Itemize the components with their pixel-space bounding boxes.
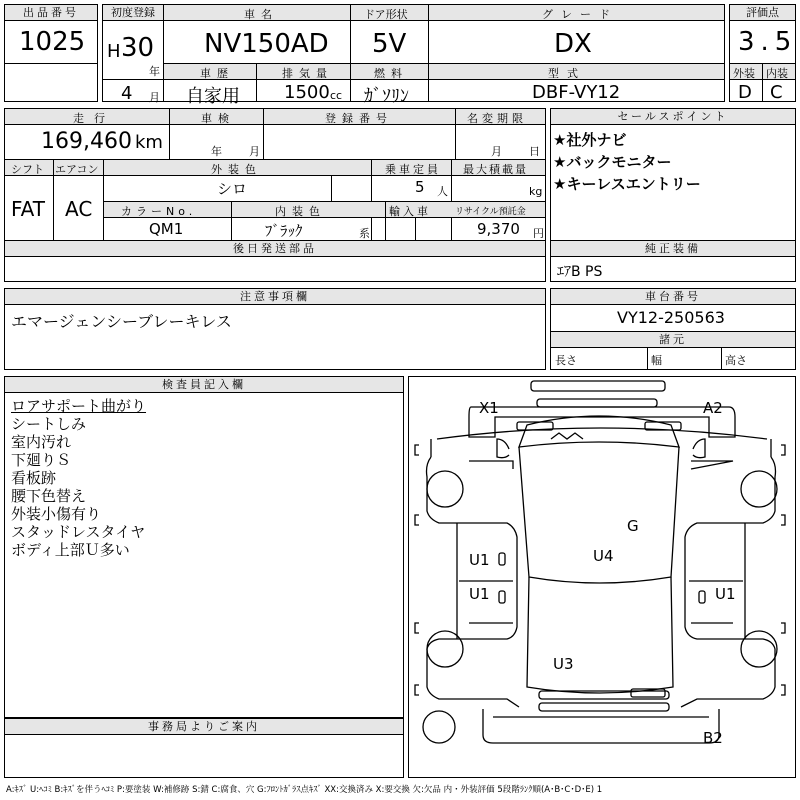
inspection-year-unit: 年 (211, 145, 222, 158)
inspection-label: 車検 (201, 112, 235, 125)
car-name-value: NV150AD (204, 29, 329, 59)
door-label: ドア形状 (364, 8, 408, 21)
name-change-month-unit: 月 (491, 145, 502, 158)
inspector-item: 外装小傷有り (11, 505, 102, 523)
int-color-unit: 系 (359, 227, 370, 240)
mileage-value: 169,460 (41, 129, 132, 154)
ext-score: D (738, 82, 752, 103)
shift-label: シフト (11, 163, 44, 176)
max-load-unit: kg (529, 185, 543, 198)
damage-mark: U1 (469, 585, 490, 603)
legend: A:ｷｽﾞ U:ﾍｺﾐ B:ｷｽﾞを伴うﾍｺﾐ P:要塗装 W:補修跡 S:錆 C:腐食、穴 G:ﾌﾛﾝﾄｶﾞﾗｽ点ｷｽﾞ XX:交換済み X:要交換 欠:欠品 内・外装評価 5段階ﾗﾝｸ順(A･B･C･D･E) 1 (6, 785, 603, 795)
first-reg-label: 初度登録 (103, 5, 163, 21)
shift-value: FAT (11, 197, 46, 221)
recycle-label: リサイクル預託金 (455, 207, 526, 217)
max-load-label: 最大積載量 (463, 163, 528, 176)
damage-mark: B2 (703, 729, 723, 747)
inspector-item: 室内汚れ (11, 433, 72, 451)
first-reg-box (102, 4, 164, 102)
specs-label: 諸元 (551, 332, 795, 348)
door-value: 5V (372, 29, 407, 59)
model-type-value: DBF-VY12 (532, 82, 621, 103)
notes-value: エマージェンシーブレーキレス (11, 312, 232, 331)
inspector-item: シートしみ (11, 415, 87, 433)
fuel-label: 燃料 (374, 67, 408, 80)
inspector-item: 看板跡 (11, 469, 57, 487)
inspector-item: ボディ上部Ｕ多い (11, 541, 130, 559)
car-damage-diagram (408, 376, 796, 778)
inspector-item: ロアサポート曲がり (11, 397, 147, 415)
model-type-label: 型式 (548, 67, 586, 80)
lot-label: 出品番号 (5, 5, 97, 21)
capacity-value: 5 (415, 178, 425, 196)
first-reg-month: 4 (121, 83, 133, 104)
sales-points-box (550, 108, 796, 241)
damage-mark: U4 (593, 547, 614, 565)
score-box (729, 4, 796, 102)
spec-box (4, 108, 546, 241)
sales-point-item: ★社外ナビ (553, 131, 627, 149)
int-label: 内装 (766, 67, 788, 80)
car-outline-drawing (409, 377, 795, 777)
genuine-value: ｴｱB PS (557, 264, 603, 280)
chassis-box (550, 288, 796, 370)
notes-box (4, 288, 546, 370)
inspector-label: 検査員記入欄 (5, 377, 403, 393)
lot-box (4, 4, 98, 102)
ext-color-value: シロ (217, 180, 248, 198)
int-color-value: ﾌﾞﾗｯｸ (265, 222, 303, 240)
inspector-item: スタッドレスタイヤ (11, 523, 146, 541)
notes-label: 注意事項欄 (5, 289, 545, 305)
import-label: 輸入車 (389, 205, 431, 218)
later-parts-label: 後日発送部品 (5, 241, 545, 257)
spec-length: 長さ (555, 354, 577, 367)
mileage-label: 走行 (73, 112, 115, 125)
color-no-label: カラーNo. (121, 205, 197, 218)
recycle-unit: 円 (533, 227, 544, 240)
ext-label: 外装 (733, 67, 755, 80)
displacement-value: 1500 (284, 82, 330, 103)
color-no-value: QM1 (149, 220, 184, 238)
chassis-label: 車台番号 (551, 289, 795, 305)
damage-mark: U3 (553, 655, 574, 673)
spec-height: 高さ (725, 354, 747, 367)
office-box (4, 718, 404, 778)
ext-color-label: 外装色 (211, 163, 262, 176)
displacement-unit: cc (330, 89, 343, 102)
damage-mark: A2 (703, 399, 723, 417)
first-reg-year: 30 (121, 33, 155, 63)
name-change-label: 名変期限 (467, 112, 527, 125)
lot-number: 1025 (19, 27, 86, 57)
displacement-label: 排気量 (282, 67, 333, 80)
mileage-unit: km (135, 132, 163, 153)
score-label: 評価点 (730, 5, 795, 21)
capacity-label: 乗車定員 (385, 163, 441, 176)
first-reg-month-unit: 月 (149, 91, 160, 104)
later-parts-box (4, 240, 546, 282)
genuine-box (550, 240, 796, 282)
damage-mark: G (627, 517, 639, 535)
int-score: C (770, 82, 783, 103)
fuel-value: ｶﾞｿﾘﾝ (364, 86, 409, 107)
damage-mark: U1 (715, 585, 736, 603)
score-value: 3.5 (738, 27, 798, 57)
sales-points-label: セールスポイント (551, 109, 795, 125)
office-label: 事務局よりご案内 (5, 719, 403, 735)
car-name-label: 車名 (244, 8, 278, 21)
recycle-value: 9,370 (477, 220, 520, 238)
first-reg-era: H (107, 41, 121, 62)
inspector-item: 下廻りＳ (11, 451, 72, 469)
history-value: 自家用 (186, 86, 240, 107)
genuine-label: 純正装備 (551, 241, 795, 257)
first-reg-year-unit: 年 (149, 65, 160, 78)
grade-value: DX (554, 29, 592, 59)
damage-mark: U1 (469, 551, 490, 569)
name-change-day-unit: 日 (529, 145, 540, 158)
history-label: 車歴 (200, 67, 234, 80)
reg-no-label: 登録番号 (325, 112, 393, 125)
sales-point-item: ★キーレスエントリー (553, 175, 701, 193)
damage-mark: X1 (479, 399, 499, 417)
inspector-box (4, 376, 404, 718)
grade-label: グレード (542, 8, 618, 21)
int-color-label: 内装色 (275, 205, 326, 218)
sales-point-item: ★バックモニター (553, 153, 672, 171)
inspector-item: 腰下色替え (11, 487, 87, 505)
aircon-label: エアコン (55, 163, 99, 176)
aircon-value: AC (65, 197, 93, 221)
chassis-value: VY12-250563 (617, 308, 725, 327)
spec-width: 幅 (651, 354, 662, 367)
capacity-unit: 人 (437, 185, 448, 198)
main-info-box (163, 4, 725, 107)
inspection-month-unit: 月 (249, 145, 260, 158)
